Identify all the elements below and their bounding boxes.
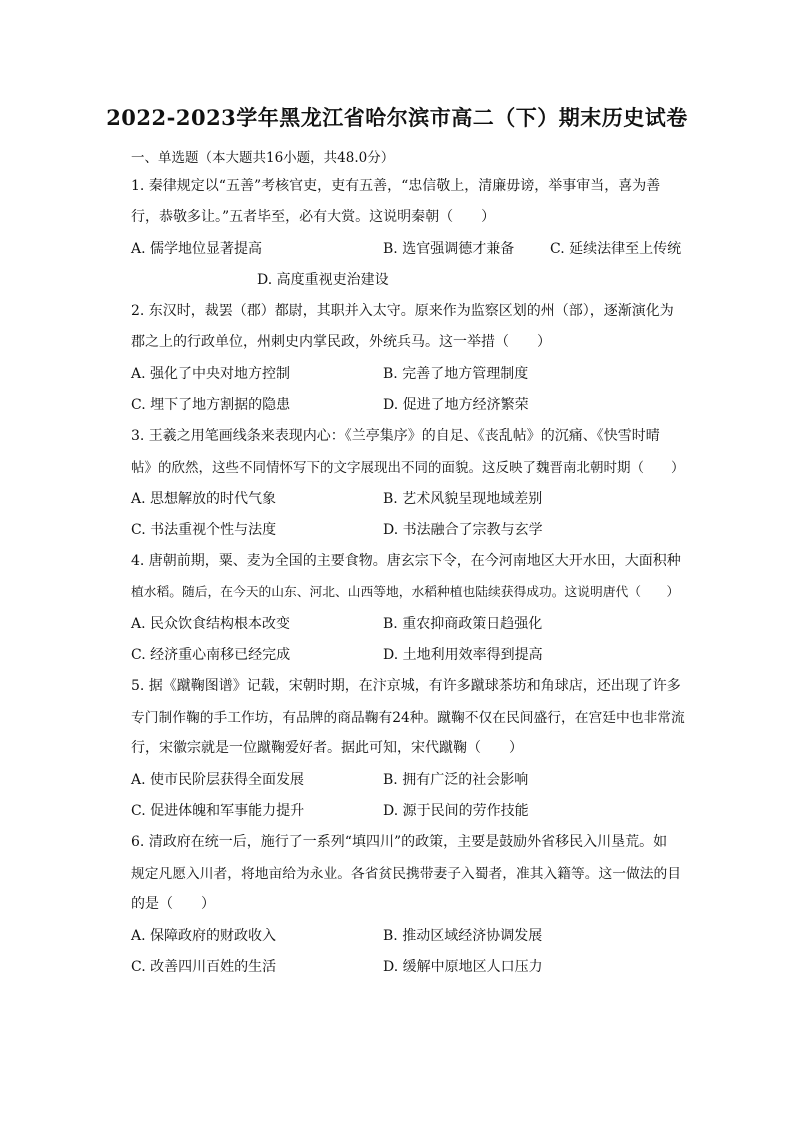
question-6-option-c: C. 改善四川百姓的生活 [131,959,277,975]
question-2-line-2: 郡之上的行政单位，州刺史内掌民政，外统兵马。这一举措（ ） [131,334,551,350]
question-4-line-2: 植水稻。随后，在今天的山东、河北、山西等地，水稻种植也陆续获得成功。这说明唐代（ ） [131,585,680,600]
question-4-option-c: C. 经济重心南移已经完成 [131,647,291,663]
question-3-line-1: 3. 王羲之用笔画线条来表现内心：《兰亭集序》的自足、《丧乱帖》的沉痛、《快雪时晴 [131,428,660,444]
question-1-line-2: 行，恭敬多让。”五者毕至，必有大赏。这说明秦朝（ ） [131,209,496,225]
exam-title: 2022-2023学年黑龙江省哈尔滨市高二（下）期末历史试卷 [106,105,688,130]
question-3-option-a: A. 思想解放的时代气象 [131,491,277,507]
question-2-option-a: A. 强化了中央对地方控制 [131,366,291,382]
question-5-option-d: D. 源于民间的劳作技能 [383,803,529,819]
question-6-option-b: B. 推动区域经济协调发展 [383,928,543,944]
question-3-line-2: 帖》的欣然，这些不同情怀写下的文字展现出不同的面貌。这反映了魏晋南北朝时期（ ） [131,460,685,476]
question-1-option-a: A. 儒学地位显著提高 [131,241,263,257]
question-6-line-2: 规定凡愿入川者，将地亩给为永业。各省贫民携带妻子入蜀者，准其入籍等。这一做法的目 [131,866,682,882]
question-2-option-c: C. 埋下了地方割据的隐患 [131,397,291,413]
question-3-option-d: D. 书法融合了宗教与玄学 [383,522,543,538]
question-5-option-c: C. 促进体魄和军事能力提升 [131,803,305,819]
question-3-option-b: B. 艺术风貌呈现地域差别 [383,491,543,507]
question-2-line-1: 2. 东汉时，裁罢（郡）都尉，其职并入太守。原来作为监察区划的州（部），逐渐演化为 [131,303,674,319]
question-4-line-1: 4. 唐朝前期，粟、麦为全国的主要食物。唐玄宗下令，在今河南地区大开水田，大面积种 [131,553,681,569]
question-2-option-b: B. 完善了地方管理制度 [383,366,529,382]
question-1-line-1: 1. 秦律规定以“五善”考核官吏，吏有五善，“忠信敬上，清廉毋谤，举事审当，喜为善 [131,178,661,194]
question-5-line-3: 行，宋徽宗就是一位蹴鞠爱好者。据此可知，宋代蹴鞠（ ） [131,740,523,756]
question-5-line-2: 专门制作鞠的手工作坊，有品牌的商品鞠有24种。蹴鞠不仅在民间盛行，在宫廷中也非常流 [131,710,685,726]
question-6-line-1: 6. 清政府在统一后，施行了一系列“填四川”的政策，主要是鼓励外省移民入川垦荒。如 [131,834,668,850]
question-1-option-b: B. 选官强调德才兼备 [383,241,515,257]
question-5-option-b: B. 拥有广泛的社会影响 [383,772,529,788]
question-2-option-d: D. 促进了地方经济繁荣 [383,397,529,413]
question-6-line-3: 的是（ ） [131,896,215,912]
question-1-option-c: C. 延续法律至上传统 [550,241,682,257]
section-heading: 一、单选题（本大题共16小题，共48.0分） [131,150,395,166]
question-5-line-1: 5. 据《蹴鞠图谱》记载，宋朝时期，在汴京城，有许多蹴球茶坊和角球店，还出现了许多 [131,678,681,694]
question-3-option-c: C. 书法重视个性与法度 [131,522,277,538]
question-5-option-a: A. 使市民阶层获得全面发展 [131,772,305,788]
question-4-option-b: B. 重农抑商政策日趋强化 [383,616,543,632]
question-6-option-a: A. 保障政府的财政收入 [131,928,277,944]
question-4-option-a: A. 民众饮食结构根本改变 [131,616,291,632]
question-6-option-d: D. 缓解中原地区人口压力 [383,959,543,975]
question-1-option-d: D. 高度重视吏治建设 [257,272,389,288]
question-4-option-d: D. 土地利用效率得到提高 [383,647,543,663]
